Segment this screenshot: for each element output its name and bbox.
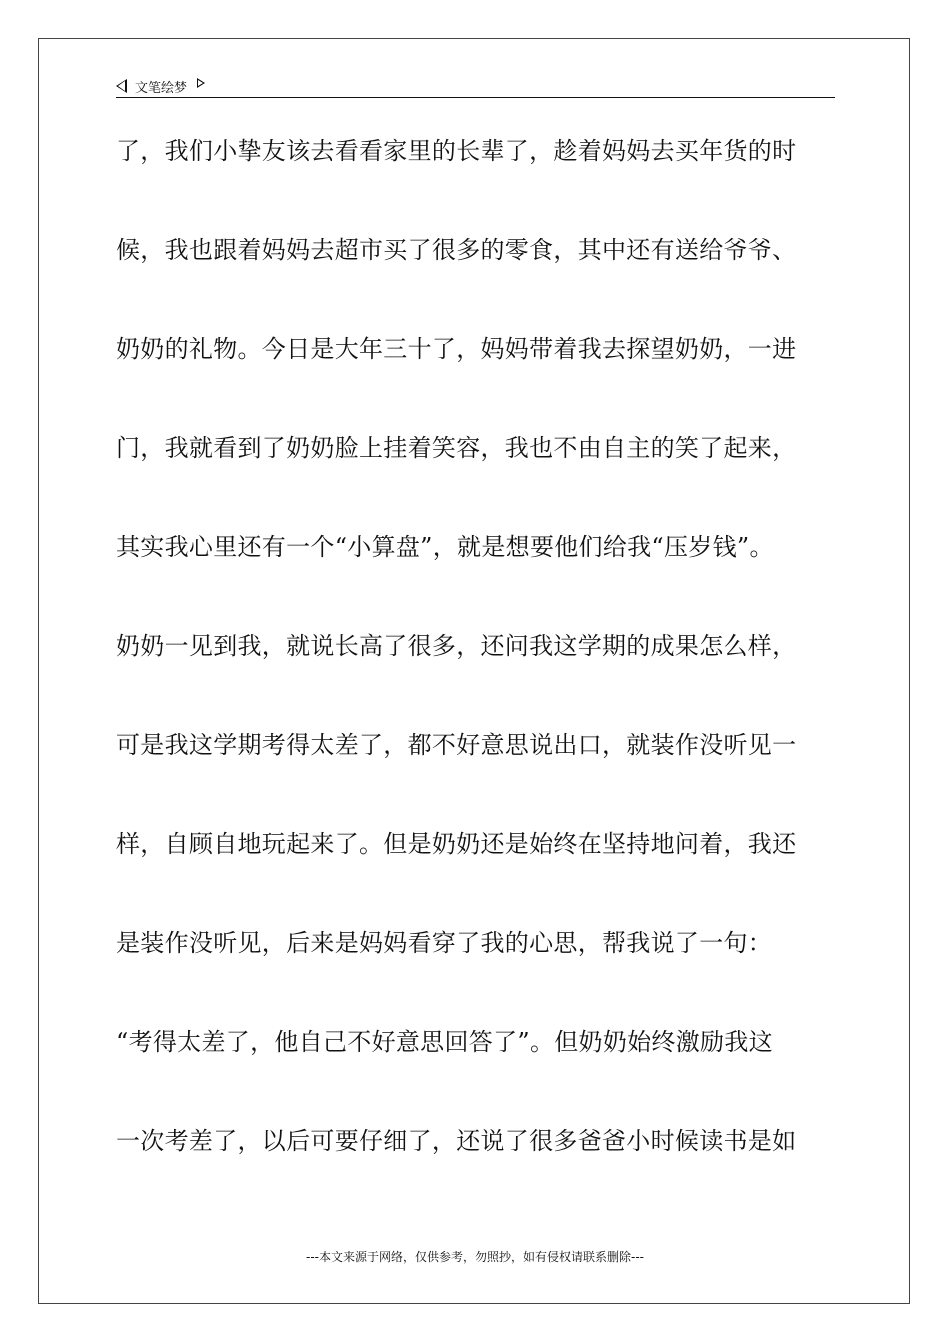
text-line: 奶奶一见到我，就说长高了很多，还问我这学期的成果怎么样， <box>116 632 797 660</box>
text-line: 奶奶的礼物。今日是大年三十了，妈妈带着我去探望奶奶，一进 <box>116 335 797 363</box>
text-line: 是装作没听见，后来是妈妈看穿了我的心思，帮我说了一句： <box>116 929 773 957</box>
text-line: 门，我就看到了奶奶脸上挂着笑容，我也不由自主的笑了起来， <box>116 434 797 462</box>
triangle-left-icon <box>116 79 127 93</box>
triangle-right-icon <box>197 78 205 88</box>
header-title: 文笔绘梦 <box>135 80 188 96</box>
text-line: 候，我也跟着妈妈去超市买了很多的零食，其中还有送给爷爷、 <box>116 236 797 264</box>
text-line: “考得太差了，他自己不好意思回答了”。但奶奶始终激励我这 <box>116 1028 773 1056</box>
header-divider <box>116 97 835 98</box>
text-line: 其实我心里还有一个“小算盘”，就是想要他们给我“压岁钱”。 <box>116 533 774 561</box>
body-text <box>116 124 876 1213</box>
text-line: 了，我们小挚友该去看看家里的长辈了，趁着妈妈去买年货的时 <box>116 137 797 165</box>
page-header <box>116 74 835 98</box>
text-line: 可是我这学期考得太差了，都不好意思说出口，就装作没听见一 <box>116 731 797 759</box>
text-line: 一次考差了，以后可要仔细了，还说了很多爸爸小时候读书是如 <box>116 1127 797 1155</box>
text-line: 样，自顾自地玩起来了。但是奶奶还是始终在坚持地问着，我还 <box>116 830 797 858</box>
page-footer: ---本文来源于网络，仅供参考，勿照抄，如有侵权请联系删除--- <box>306 1250 644 1264</box>
